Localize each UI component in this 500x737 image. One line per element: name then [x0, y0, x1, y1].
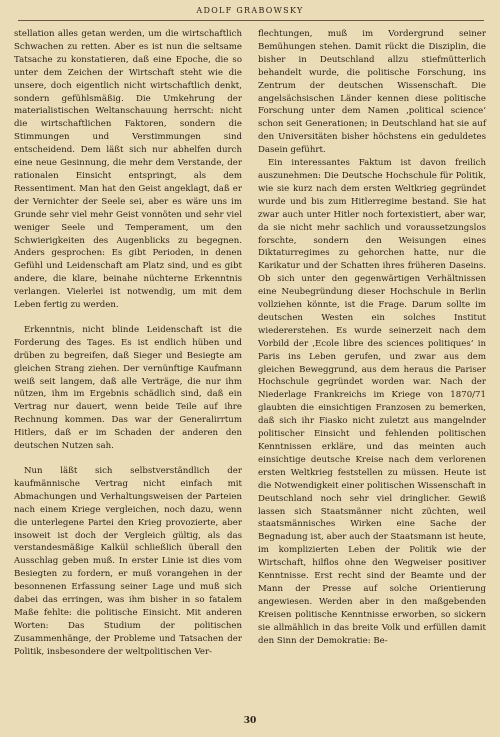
running-header: ADOLF GRABOWSKY: [196, 6, 304, 15]
paragraph: Nun läßt sich selbstverständlich der kaufmännische Vertrag nicht einfach mit Abmachungen und Verhaltungsweisen der Parteien nach einem Kriege vergleichen, noch dazu, wenn die unterlegene Partei den Krieg provozierte, aber insoweit ist doch der Vergleich gültig, als das verstandesmäßige Kalkül schließlich überall den Ausschlag geben muß. In erster Linie ist dies vom Besiegten zu fordern, er muß vorangehen in der besonnenen Erfassung seiner Lage und muß sich dabei das erringen, was ihm bisher in so fatalem Maße fehlte: die politische Einsicht. Mit anderen Worten: Das Studium der politischen Zusammenhänge, der Probleme und Tatsachen der Politik, insbesondere der weltpolitischen Ver-: [14, 466, 242, 657]
paragraph: Erkenntnis, nicht blinde Leidenschaft ist die Forderung des Tages. Es ist endlich hüben und drüben zu begreifen, daß Sieger und Besiegte am gleichen Strang ziehen. Der vernünftige Kaufmann weiß seit langem, daß alle Verträge, die nur ihm nützen, ihm im Ergebnis schädlich sind, daß ein Vertrag nur dauert, wenn beide Teile auf ihre Rechnung kommen. Das war der Generalirrtum Hitlers, daß er im Schaden der anderen den deutschen Nutzen sah.: [14, 324, 242, 452]
paragraph: stellation alles getan werden, um die wirtschaftlich Schwachen zu retten. Aber es ist nun die seltsame Tatsache zu konstatieren, daß eine Epoche, die so unter dem Zeichen der Wirtschaft steht wie die unsere, doch eigentlich nicht wirtschaftlich denkt, sondern gefühlsmäßig. Die Umkehrung der materialistischen Weltanschauung herrscht: nicht die wirtschaftlichen Faktoren, sondern die Stimmungen und Verstimmungen sind entscheidend. Dem läßt sich nur abhelfen durch eine neue Gesinnung, die mehr dem Verstande, der rationalen Einsicht entspringt, als dem Ressentiment. Man hat den Geist angeklagt, daß er der Vernichter der Seele sei, aber es wäre uns im Grunde sehr viel mehr Geist vonnöten und sehr viel weniger Seele und Temperament, um den Schwierigkeiten des Augenblicks zu begegnen. Anders gesprochen: Es gibt Perioden, in denen Gefühl und Leidenschaft am Platz sind, und es gibt andere, die klare, beinahe nüchterne Erkenntnis verlangen. Vielerlei ist notwendig, um mit dem Leben fertig zu werden.: [14, 29, 242, 311]
header-rule: [18, 20, 484, 21]
paragraph: Ein interessantes Faktum ist davon freilich auszunehmen: Die Deutsche Hochschule für Politik, wie sie kurz nach dem ersten Weltkrieg gegründet wurde und bis zum Hitlerregime bestand. Sie hat zwar auch unter Hitler noch fortexistiert, aber war, da sie nicht mehr sachlich und voraussetzungslos forschte, sondern den Weisungen eines Diktaturregimes zu gehorchen hatte, nur die Karikatur und der Schatten ihres früheren Daseins. Ob sich unter den gegenwärtigen Verhältnissen eine Neubegründung dieser Hochschule in Berlin vollziehen könnte, ist die Frage. Darum sollte im deutschen Westen ein solches Institut wiedererstehen. Es wurde seinerzeit nach dem Vorbild der ‚Ecole libre des sciences politiques‘ in Paris ins Leben gerufen, und zwar aus dem gleichen Beweggrund, aus dem heraus die Pariser Hochschule gegründet worden war. Nach der Niederlage Frankreichs im Kriege von 1870/71 glaubten die einsichtigen Franzosen zu bemerken, daß sich ihr Fiasko nicht zuletzt aus mangelnder politischer Einsicht und fehlenden politischen Kenntnissen erkläre, und das meinten auch einsichtige deutsche Kreise nach dem verlorenen ersten Weltkrieg feststellen zu müssen. Heute ist die Notwendigkeit einer politischen Wissenschaft in Deutschland noch sehr viel dringlicher. Gewiß lassen sich Staatsmänner nicht züchten, weil staatsmännisches Wirken eine Sache der Begnadung ist, aber auch der Staatsmann ist heute, im komplizierten Leben der Politik wie der Wirtschaft, hilflos ohne den Wegweiser positiver Kenntnisse. Erst recht sind der Beamte und der Mann der Presse auf solche Orientierung angewiesen. Werden aber in den maßgebenden Kreisen politische Kenntnisse erworben, so sickern sie allmählich in das breite Volk und erfüllen damit den Sinn der Demokratie: Be-: [258, 158, 486, 646]
right-column: [258, 28, 486, 648]
paragraph: flechtungen, muß im Vordergrund seiner Bemühungen stehen. Damit rückt die Disziplin, die bisher in Deutschland allzu stiefmütterlich behandelt wurde, die politische Forschung, ins Zentrum der deutschen Wissenschaft. Die angelsächsischen Länder kennen diese politische Forschung unter dem Namen ‚political science‘ schon seit Generationen; in Deutschland hat sie auf den Universitäten bisher höchstens ein geduldetes Dasein geführt.: [258, 29, 486, 156]
page-number: 30: [243, 716, 257, 726]
left-column: [14, 28, 242, 659]
